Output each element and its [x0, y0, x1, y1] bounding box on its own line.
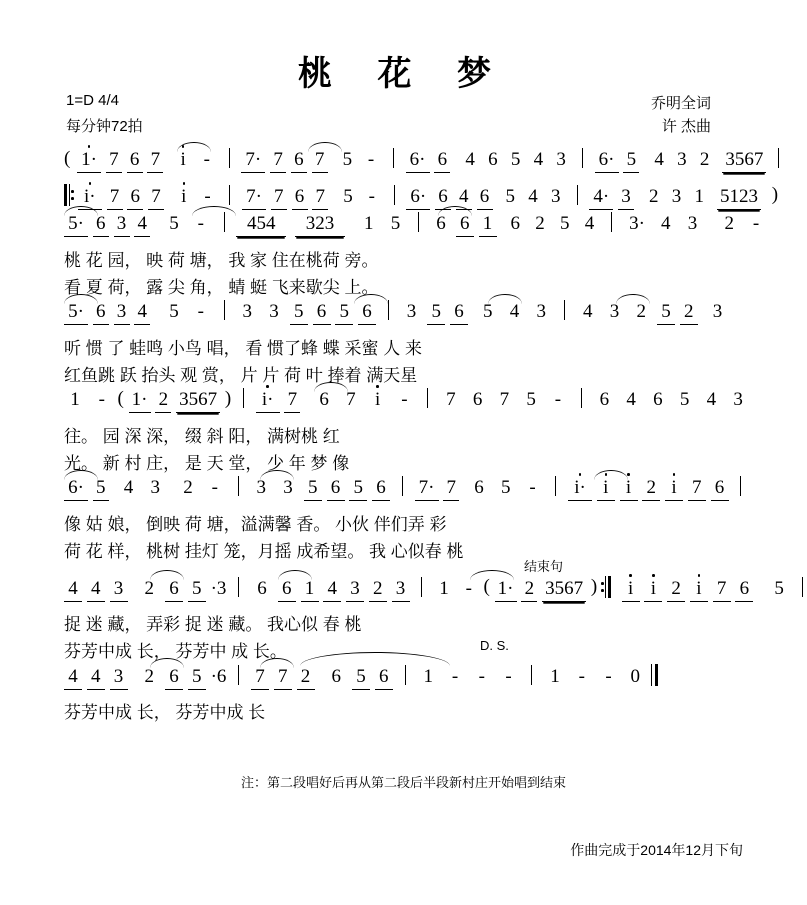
page-title: 桃 花 梦: [298, 55, 509, 93]
lyrics-row-7-verse2: 芬芳中成 长， 芬芳中 成 长。: [64, 642, 287, 661]
notation-row-8: 4 4 3 2 6 5 ·6 7 7 2 6 5 6 1 - - - 1 - - 0: [64, 664, 744, 694]
lyrics-row-5-verse1: 往。 园 深 深， 缀 斜 阳， 满树桃 红: [64, 427, 340, 446]
notation-row-1: ( 1· 7 6 7 i - 7· 7 6 7 5 - 6· 6 4 6 5 4 3 6· 5 4 3 2 3567: [64, 148, 744, 178]
notation-row-6: 6· 5 4 3 2 - 3 3 5 6 5 6 7· 7 6 5 - i· i i 2 i 7 6: [64, 476, 744, 506]
notation-row-4: 5· 6 3 4 5 - 3 3 5 6 5 6 3 5 6 5 4 3 4 3 2 5 2 3: [64, 300, 744, 330]
lyricist-credit: 乔明全词: [650, 95, 711, 112]
repeat-start-sign: [64, 184, 73, 206]
score-system-7: [64, 664, 744, 725]
final-barline: [651, 664, 659, 686]
lyrics-row-8-verse1: 芬芳中成 长， 芬芳中成 长: [64, 703, 266, 722]
composer-credit: 许 杰曲: [661, 118, 711, 135]
annotation-ending-phrase: 结束句: [524, 559, 564, 574]
lyrics-row-6-verse1: 像 姑 娘， 倒映 荷 塘，溢满馨 香。 小伙 伴们弄 彩: [64, 515, 447, 534]
lyrics-row-7-verse1: 捉 迷 藏， 弄彩 捉 迷 藏。 我心似 春 桃: [64, 615, 362, 634]
notation-row-3: 5· 6 3 4 5 - 454 323 1 5 6 6 1 6 2 5 4 3· 4 3 2 -: [64, 212, 744, 242]
repeat-end-sign: [602, 576, 611, 598]
notation-row-7: 4 4 3 2 6 5 ·3 6 6 1 4 3 2 3 1 - ( 1· 2 3567 ) i i 2 i 7 6 5: [64, 576, 744, 606]
lyrics-row-3-verse1: 桃 花 园， 映 荷 塘， 我 家 住在桃荷 旁。: [64, 251, 379, 270]
key-signature: 1=D 4/4: [66, 92, 119, 109]
score-system-5: [64, 476, 744, 564]
lyrics-row-5-verse2: 光。 新 村 庄， 是 天 堂， 少 年 梦 像: [64, 454, 350, 473]
score-system-3: [64, 300, 744, 388]
footnote-text: 注：第二段唱好后再从第二段后半段新村庄开始唱到结束: [240, 775, 566, 790]
notation-row-5: 1 - ( 1· 2 3567 ) i· 7 6 7 i - 7 6 7 5 - 6 4 6 5 4 3: [64, 388, 744, 418]
lyrics-row-4-verse1: 听 惯 了 蛙鸣 小鸟 唱， 看 惯了蜂 蝶 采蜜 人 来: [64, 339, 422, 358]
completion-date: 作曲完成于2014年12月下旬: [570, 842, 743, 858]
lyrics-row-6-verse2: 荷 花 样， 桃树 挂灯 笼，月摇 成希望。 我 心似春 桃: [64, 542, 464, 561]
lyrics-row-4-verse2: 红鱼跳 跃 抬头 观 赏， 片 片 荷 叶 捧着 满天星: [64, 366, 418, 385]
score-system-1: [64, 148, 779, 214]
annotation-dal-segno: D. S.: [480, 638, 509, 653]
score-system-4: [64, 388, 744, 476]
notation-row-2: i· 7 6 7 i - 7· 7 6 7 5 - 6· 6 4 6 5 4 3 4· 3 2 3 1 5123 ): [64, 184, 744, 214]
tempo-marking: 每分钟72拍: [66, 118, 143, 135]
score-system-6: [64, 576, 784, 664]
score-system-2: [64, 212, 760, 300]
lyrics-row-3-verse2: 看 夏 荷， 露 尖 角， 蜻 蜓 飞来歇尖 上。: [64, 278, 379, 297]
